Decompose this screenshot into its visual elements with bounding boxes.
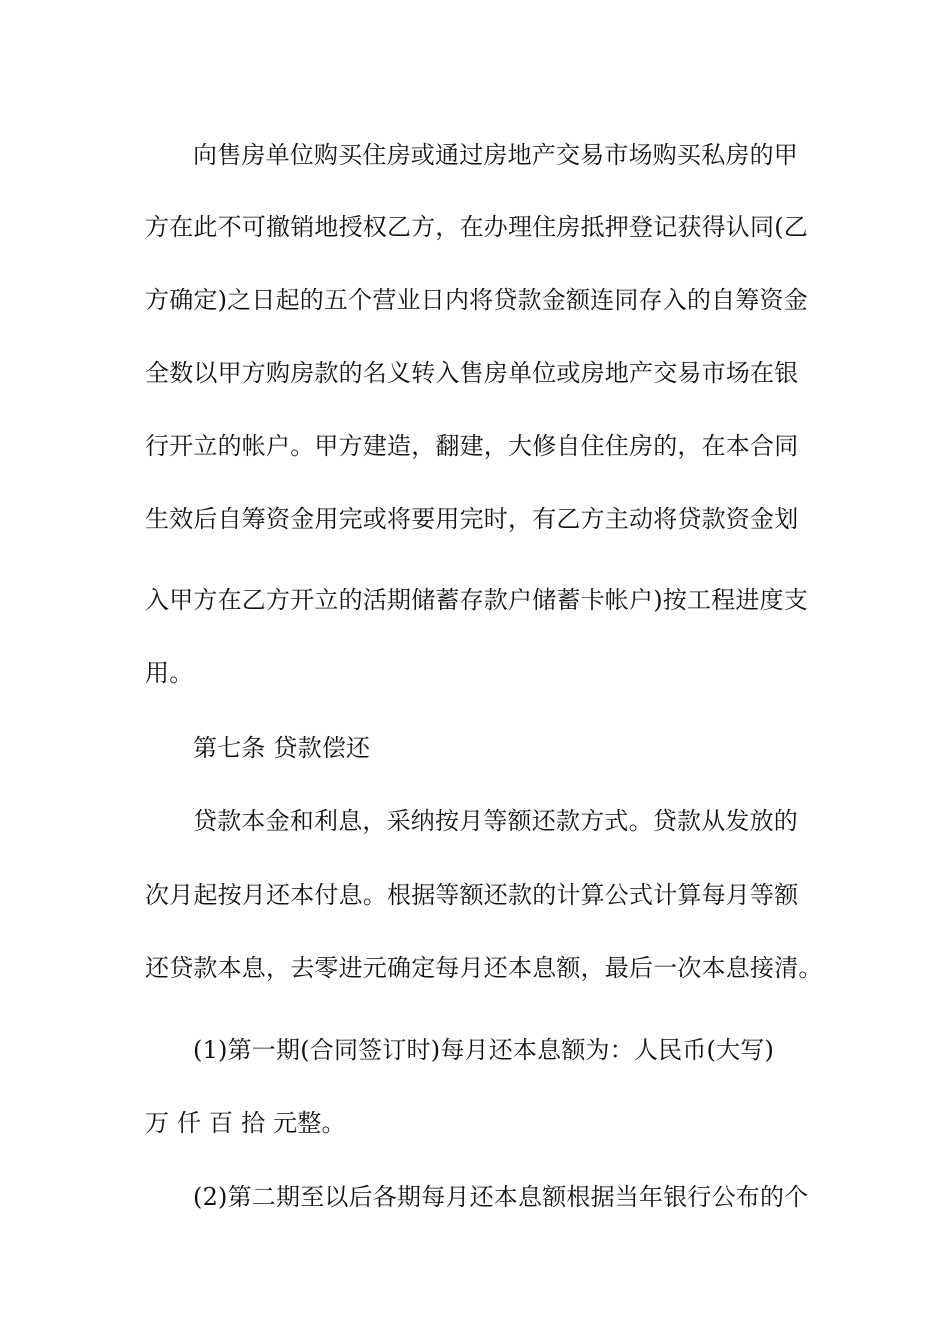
- section-heading: 第七条 贷款偿还: [193, 734, 371, 762]
- paragraph-line: 贷款本金和利息，采纳按月等额还款方式。贷款从发放的: [193, 807, 798, 835]
- paragraph-line: 方在此不可撤销地授权乙方，在办理住房抵押登记获得认同(乙: [145, 213, 808, 241]
- paragraph-line: 用。: [145, 659, 194, 687]
- paragraph-line: 生效后自筹资金用完或将要用完时，有乙方主动将贷款资金划: [145, 505, 799, 533]
- paragraph-line: 向售房单位购买住房或通过房地产交易市场购买私房的甲: [193, 141, 798, 169]
- paragraph-line: 次月起按月还本付息。根据等额还款的计算公式计算每月等额: [145, 881, 799, 909]
- paragraph-line: 入甲方在乙方开立的活期储蓄存款户储蓄卡帐户)按工程进度支: [145, 586, 808, 614]
- paragraph-line: (1)第一期(合同签订时)每月还本息额为：人民币(大写): [193, 1036, 775, 1064]
- paragraph-line: 全数以甲方购房款的名义转入售房单位或房地产交易市场在银: [145, 359, 799, 387]
- paragraph-line: 万 仟 百 拾 元整。: [145, 1109, 346, 1137]
- paragraph-line: 行开立的帐户。甲方建造，翻建，大修自住住房的，在本合同: [145, 432, 799, 460]
- paragraph-line: 方确定)之日起的五个营业日内将贷款金额连同存入的自筹资金: [145, 286, 808, 314]
- paragraph-line: (2)第二期至以后各期每月还本息额根据当年银行公布的个: [193, 1183, 809, 1211]
- paragraph-line: 还贷款本息，去零进元确定每月还本息额，最后一次本息接清。: [145, 954, 823, 982]
